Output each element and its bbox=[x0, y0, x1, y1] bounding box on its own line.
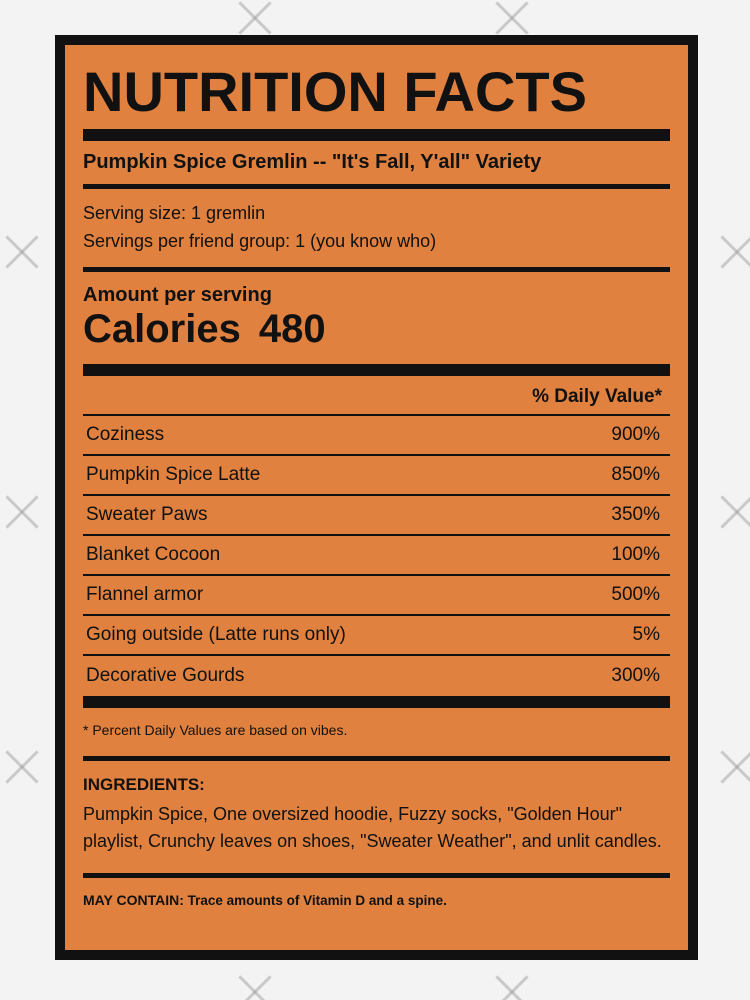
ingredients-text: Pumpkin Spice, One oversized hoodie, Fuzzy socks, "Golden Hour" playlist, Crunchy leaves on shoes, "Sweater Weather", and unlit candles. bbox=[83, 804, 662, 851]
serving-info bbox=[83, 189, 670, 267]
nutrition-panel bbox=[65, 45, 688, 950]
ingredients-header: INGREDIENTS: bbox=[83, 775, 205, 794]
calories-value: 480 bbox=[258, 307, 326, 351]
watermark-icon bbox=[233, 0, 277, 40]
divider-thick bbox=[83, 364, 670, 376]
watermark-icon bbox=[0, 745, 44, 789]
may-contain-text: Trace amounts of Vitamin D and a spine. bbox=[183, 893, 447, 908]
nutrient-name: Going outside (Latte runs only) bbox=[86, 624, 346, 645]
label-title: NUTRITION FACTS bbox=[83, 60, 587, 123]
nutrient-value: 850% bbox=[611, 464, 660, 485]
watermark-icon bbox=[715, 230, 750, 274]
product-name: Pumpkin Spice Gremlin -- "It's Fall, Y'all" Variety bbox=[83, 151, 542, 173]
nutrient-value: 5% bbox=[632, 624, 660, 645]
serving-size: Serving size: 1 gremlin bbox=[83, 203, 266, 223]
nutrient-value: 500% bbox=[611, 584, 660, 605]
nutrient-name: Decorative Gourds bbox=[86, 665, 245, 686]
nutrient-value: 900% bbox=[611, 424, 660, 445]
nutrient-name: Coziness bbox=[86, 424, 165, 445]
divider-thick bbox=[83, 129, 670, 141]
watermark-icon bbox=[233, 970, 277, 1000]
nutrient-value: 350% bbox=[611, 504, 660, 525]
nutrient-row bbox=[83, 616, 670, 656]
nutrient-row bbox=[83, 496, 670, 536]
servings-per-group: Servings per friend group: 1 (you know who) bbox=[83, 231, 437, 251]
watermark-icon bbox=[715, 745, 750, 789]
may-contain-label: MAY CONTAIN: bbox=[83, 892, 184, 908]
amount-per-serving: Amount per serving bbox=[83, 284, 272, 306]
divider-thick bbox=[83, 696, 670, 708]
watermark-icon bbox=[0, 490, 44, 534]
nutrient-name: Sweater Paws bbox=[86, 504, 208, 525]
nutrition-label bbox=[55, 35, 698, 960]
nutrient-name: Flannel armor bbox=[86, 584, 204, 605]
watermark-icon bbox=[0, 230, 44, 274]
nutrient-value: 100% bbox=[611, 544, 660, 565]
nutrient-row bbox=[83, 456, 670, 496]
nutrient-name: Pumpkin Spice Latte bbox=[86, 464, 261, 485]
nutrient-row bbox=[83, 656, 670, 696]
may-contain bbox=[83, 878, 670, 908]
watermark-icon bbox=[715, 490, 750, 534]
calories-row bbox=[83, 307, 670, 364]
daily-value-header: % Daily Value* bbox=[532, 386, 662, 407]
nutrient-row bbox=[83, 416, 670, 456]
calories-label: Calories bbox=[83, 307, 241, 351]
watermark-icon bbox=[490, 0, 534, 40]
nutrient-row bbox=[83, 576, 670, 616]
nutrient-value: 300% bbox=[611, 665, 660, 686]
nutrient-name: Blanket Cocoon bbox=[86, 544, 221, 565]
nutrient-row bbox=[83, 536, 670, 576]
daily-value-footnote: * Percent Daily Values are based on vibes. bbox=[83, 722, 348, 738]
watermark-icon bbox=[490, 970, 534, 1000]
nutrient-list bbox=[83, 416, 670, 696]
